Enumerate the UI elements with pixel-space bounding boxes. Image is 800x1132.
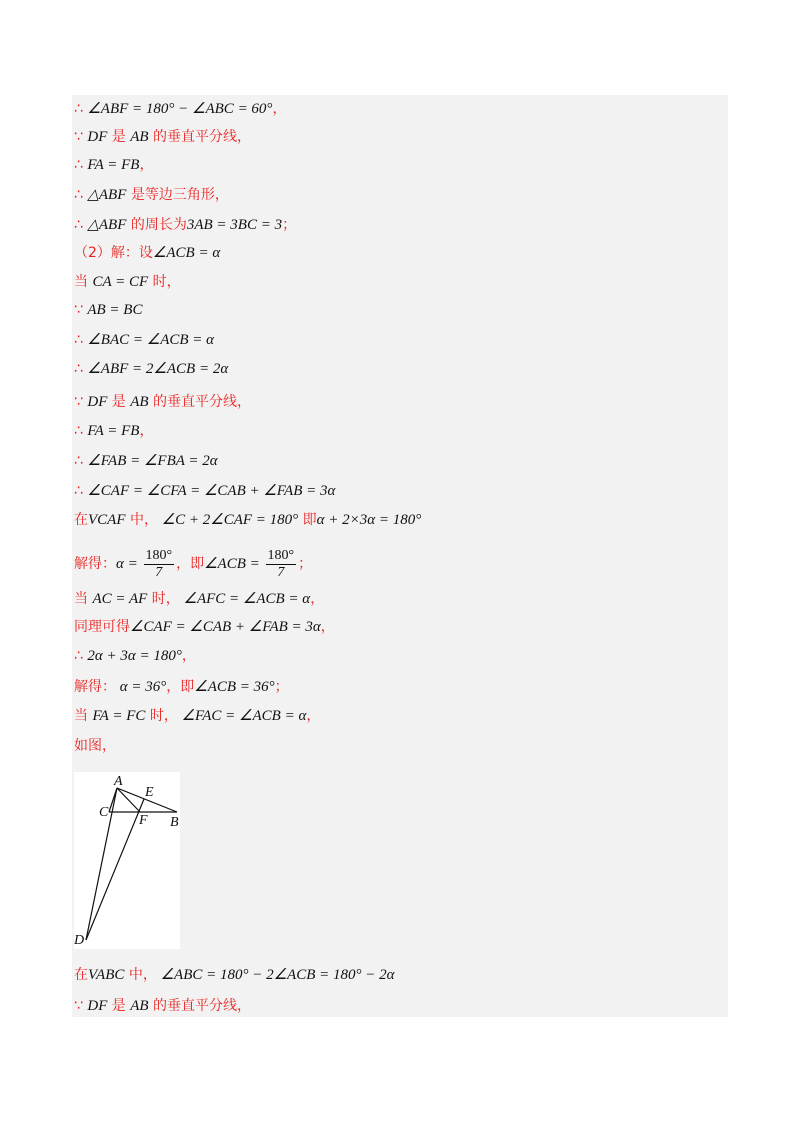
math-expression: △ABF	[87, 187, 127, 203]
explanation-text: 是	[107, 394, 131, 410]
explanation-text: ∴	[74, 361, 88, 377]
explanation-text: 是	[107, 129, 131, 145]
explanation-text: 的垂直平分线，	[148, 129, 252, 145]
math-expression: ∠CAF = ∠CFA = ∠CAB + ∠FAB = 3α	[87, 483, 336, 499]
math-expression: AB	[130, 394, 149, 410]
explanation-text: ，即	[166, 679, 195, 695]
solution-line	[74, 389, 251, 415]
explanation-text: 中，	[124, 967, 157, 983]
math-expression: ∠ABF = 2∠ACB = 2α	[87, 361, 229, 377]
math-expression: ∠FAB = ∠FBA = 2α	[87, 453, 218, 469]
explanation-text: ，	[139, 157, 154, 173]
explanation-text: ，	[272, 101, 287, 117]
math-expression: FA = FB	[87, 157, 140, 173]
label-d: D	[74, 933, 85, 948]
math-expression: DF	[87, 129, 108, 145]
explanation-text: ∴	[74, 157, 88, 173]
explanation-text: 同理可得	[74, 619, 130, 635]
math-expression: AB	[130, 998, 149, 1014]
math-expression: △ABF	[87, 217, 127, 233]
fraction-denominator: 7	[277, 564, 285, 580]
explanation-text: ∴	[74, 483, 88, 499]
explanation-text: 如图，	[74, 738, 116, 754]
segment-af	[117, 788, 140, 812]
explanation-text: 解得：	[74, 556, 116, 572]
explanation-text: ，	[320, 619, 335, 635]
segment-ed	[86, 799, 144, 940]
math-expression: ∠C + 2∠CAF = 180°	[157, 512, 299, 528]
solution-line	[74, 152, 153, 178]
math-expression: VCAF	[88, 512, 126, 528]
math-expression: CA = CF	[92, 274, 149, 290]
math-expression: α + 2×3α = 180°	[316, 512, 422, 528]
explanation-text: 的垂直平分线，	[148, 998, 252, 1014]
math-expression: AC = AF	[92, 591, 148, 607]
explanation-text: ∵	[74, 129, 88, 145]
solution-line	[74, 614, 335, 640]
math-expression: α = 36°	[116, 679, 167, 695]
explanation-text: ，	[139, 423, 154, 439]
math-expression: α =	[116, 556, 142, 572]
math-expression: ∠AFC = ∠ACB = α	[179, 591, 311, 607]
math-expression: ∠ACB = 36°	[194, 679, 275, 695]
solution-line	[74, 703, 320, 729]
explanation-text: ∴	[74, 101, 88, 117]
explanation-text: ∴	[74, 217, 88, 233]
solution-line	[74, 643, 196, 669]
label-e: E	[145, 785, 154, 800]
explanation-text: ∴	[74, 332, 88, 348]
solution-line	[74, 962, 395, 988]
explanation-text: ∵	[74, 302, 88, 318]
math-expression: ∠ACB = α	[152, 245, 221, 261]
solution-line	[74, 240, 220, 266]
math-expression: ∠FAC = ∠ACB = α	[177, 708, 307, 724]
math-expression: ∠ACB =	[204, 556, 264, 572]
solution-line	[74, 297, 142, 323]
geometry-figure	[74, 772, 180, 949]
fraction-numerator: 180°	[145, 547, 173, 563]
label-c: C	[99, 805, 109, 820]
explanation-text: 即	[298, 512, 317, 528]
explanation-text: 是	[107, 998, 131, 1014]
explanation-text: 当	[74, 274, 93, 290]
explanation-text: 的垂直平分线，	[148, 394, 252, 410]
math-expression: FA = FC	[92, 708, 146, 724]
explanation-text: 在	[74, 967, 88, 983]
math-expression: 3AB = 3BC = 3	[186, 217, 283, 233]
solution-line	[74, 182, 229, 208]
solution-line	[74, 269, 181, 295]
solution-line	[74, 448, 218, 474]
math-expression: ∠ABC = 180° − 2∠ACB = 180° − 2α	[156, 967, 395, 983]
math-expression: AB	[130, 129, 149, 145]
solution-line	[74, 542, 312, 586]
solution-line	[74, 418, 153, 444]
fraction-denominator: 7	[155, 564, 163, 580]
solution-line	[74, 212, 296, 238]
math-expression: DF	[87, 998, 108, 1014]
solution-line	[74, 478, 335, 504]
solution-line	[74, 993, 251, 1019]
explanation-text: 时，	[148, 274, 181, 290]
explanation-text: ∵	[74, 394, 88, 410]
explanation-text: 的周长为	[126, 217, 187, 233]
label-f: F	[139, 813, 148, 828]
explanation-text: ；	[298, 556, 313, 572]
solution-line	[74, 96, 286, 122]
explanation-text: 是等边三角形，	[126, 187, 229, 203]
label-a: A	[114, 774, 123, 789]
solution-line	[74, 674, 289, 700]
label-b: B	[170, 815, 179, 830]
explanation-text: 时，	[147, 591, 180, 607]
fraction	[144, 548, 175, 581]
solution-line	[74, 586, 324, 612]
solution-line	[74, 507, 421, 533]
solution-line	[74, 733, 116, 759]
explanation-text: 时，	[145, 708, 178, 724]
math-expression: FA = FB	[87, 423, 140, 439]
explanation-text: （2）解：设	[74, 245, 153, 261]
explanation-text: 中，	[125, 512, 158, 528]
solution-line	[74, 124, 251, 150]
explanation-text: ∴	[74, 648, 88, 664]
explanation-text: ∴	[74, 187, 88, 203]
explanation-text: ；	[282, 217, 297, 233]
math-expression: ∠ABF = 180° − ∠ABC = 60°	[87, 101, 273, 117]
explanation-text: ，	[310, 591, 325, 607]
solution-line	[74, 327, 214, 353]
explanation-text: 当	[74, 708, 93, 724]
explanation-text: ∴	[74, 423, 88, 439]
fraction	[266, 548, 297, 581]
explanation-text: 在	[74, 512, 88, 528]
math-expression: DF	[87, 394, 108, 410]
math-expression: AB = BC	[87, 302, 143, 318]
math-expression: ∠BAC = ∠ACB = α	[87, 332, 215, 348]
explanation-text: ∴	[74, 453, 88, 469]
explanation-text: ，即	[176, 556, 205, 572]
fraction-numerator: 180°	[267, 547, 295, 563]
explanation-text: ，	[306, 708, 321, 724]
explanation-text: 当	[74, 591, 93, 607]
explanation-text: 解得：	[74, 679, 116, 695]
solution-line	[74, 356, 228, 382]
explanation-text: ，	[181, 648, 196, 664]
math-expression: ∠CAF = ∠CAB + ∠FAB = 3α	[130, 619, 321, 635]
explanation-text: ∵	[74, 998, 88, 1014]
math-expression: 2α + 3α = 180°	[87, 648, 182, 664]
explanation-text: ；	[274, 679, 289, 695]
math-expression: VABC	[88, 967, 125, 983]
triangle-diagram	[74, 772, 180, 949]
